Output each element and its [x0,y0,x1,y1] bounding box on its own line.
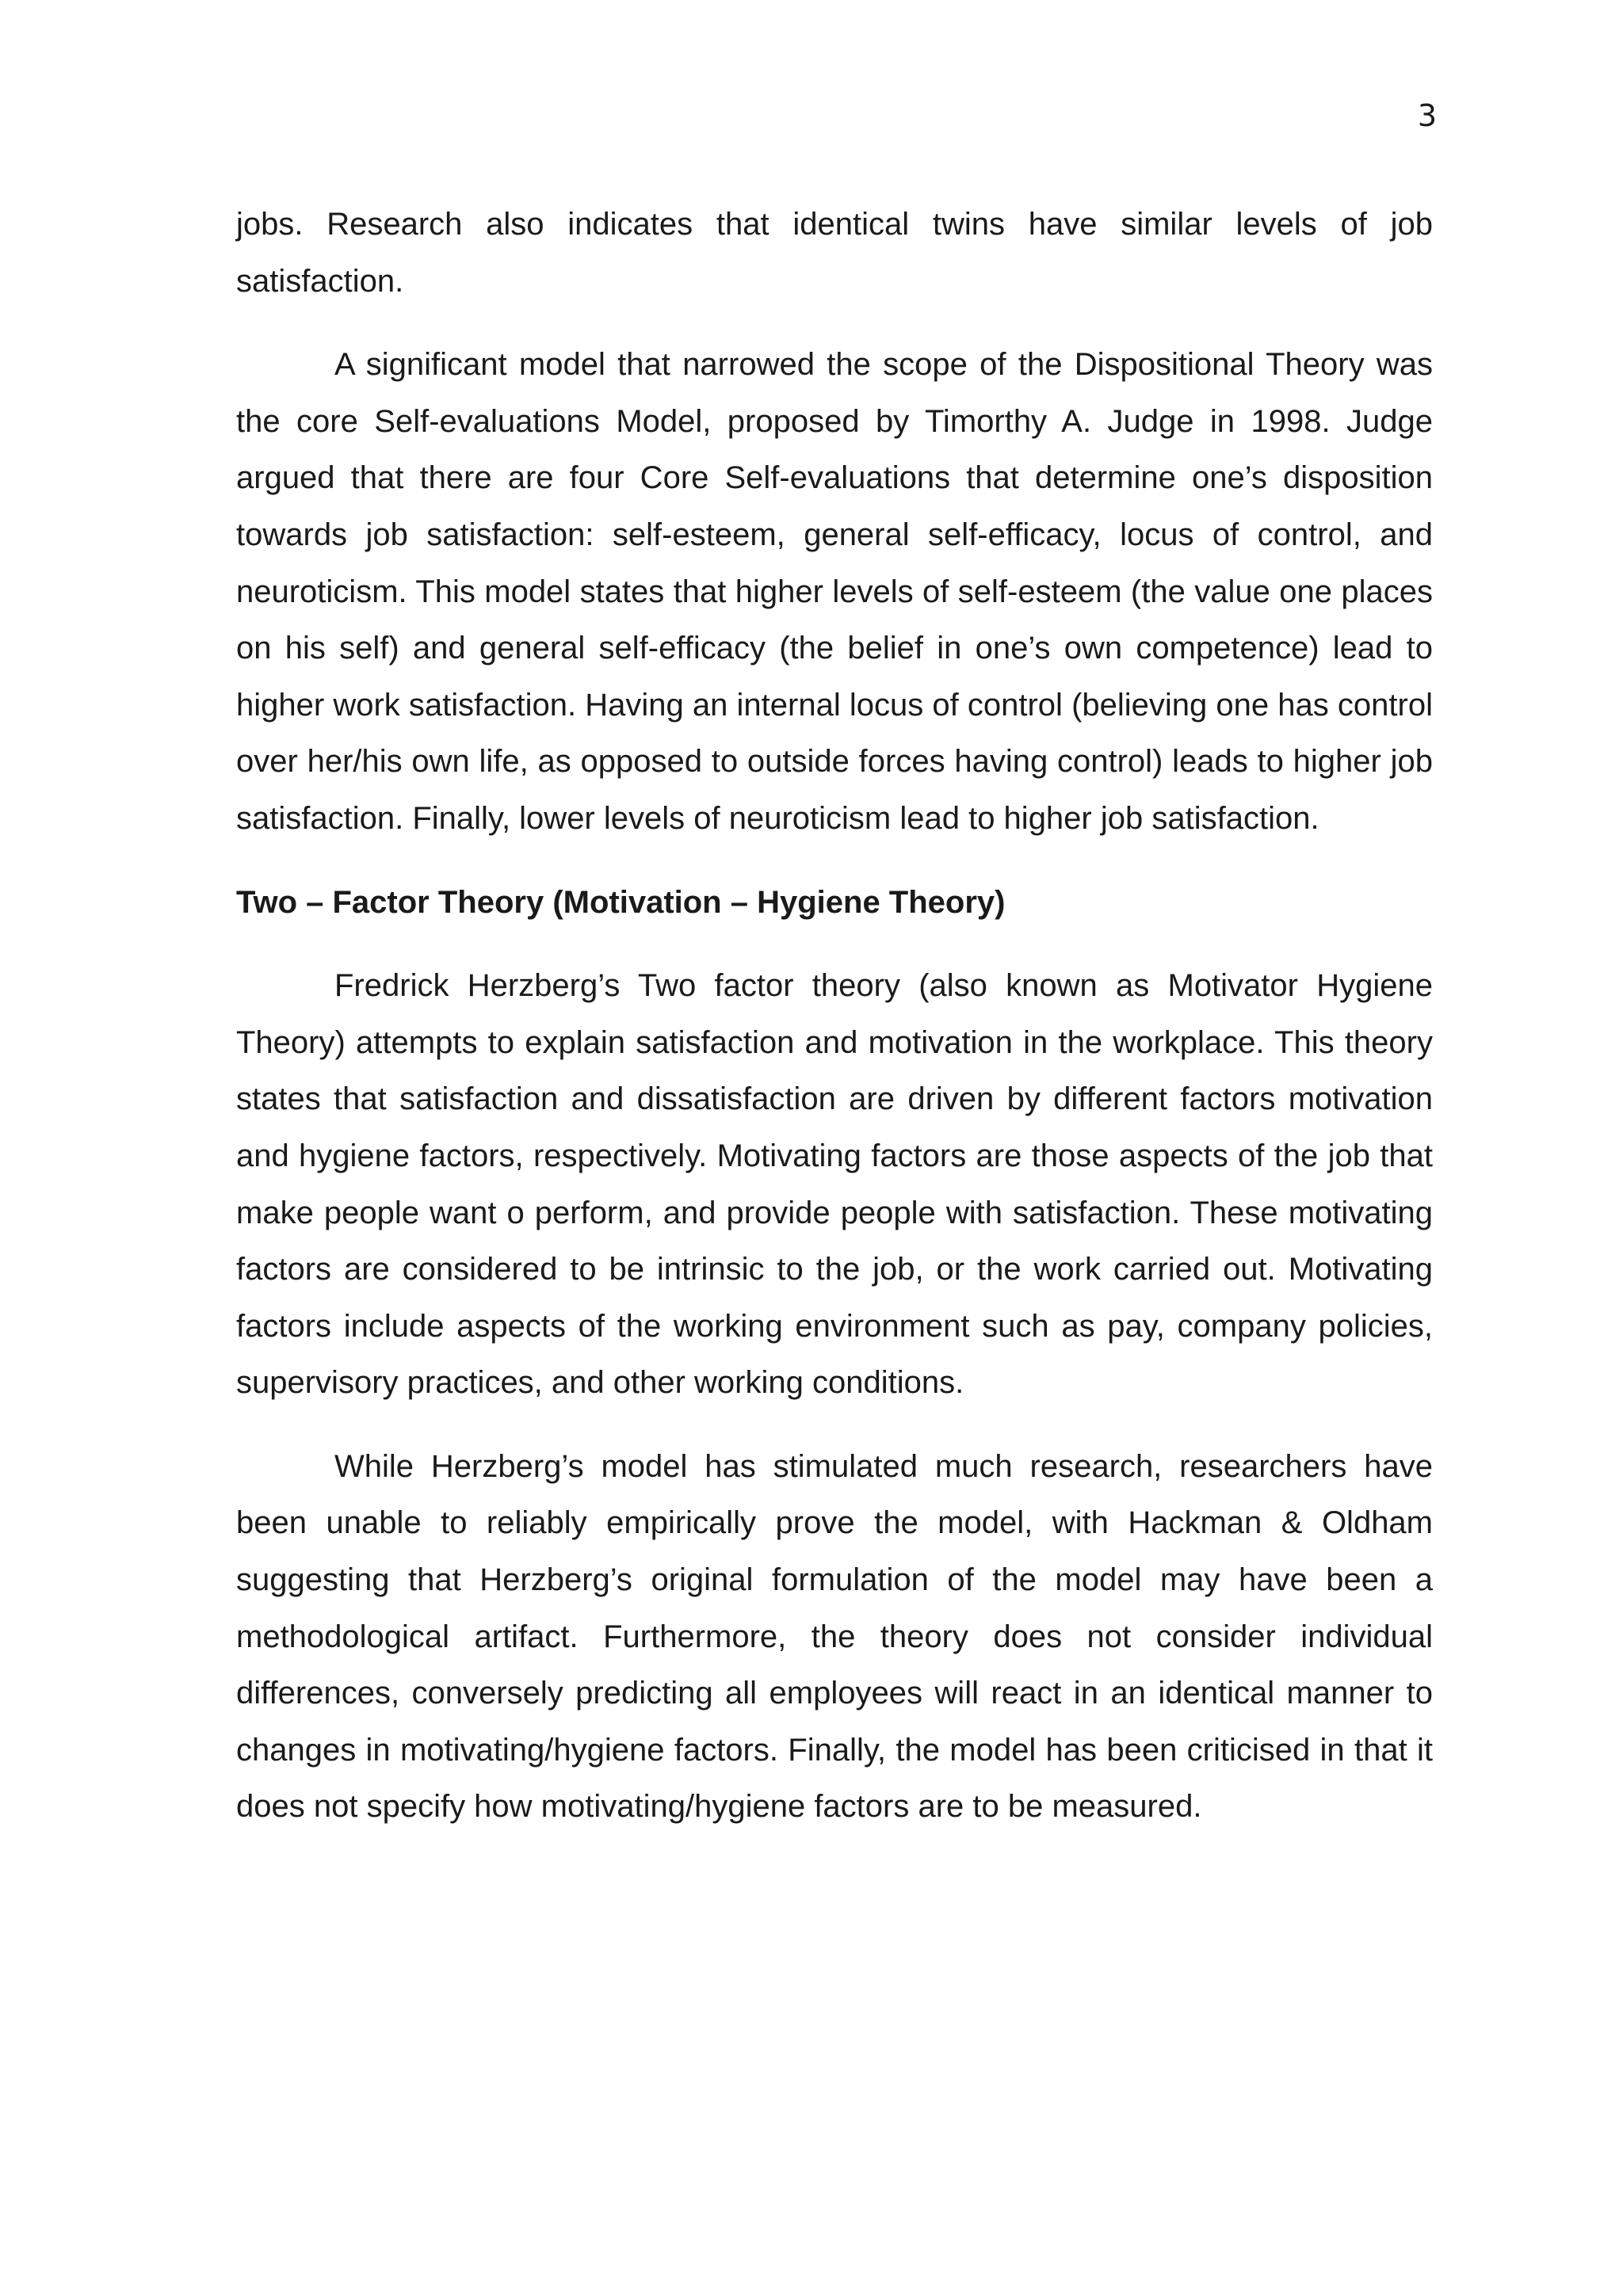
paragraph-continuation: jobs. Research also indicates that identical twins have similar levels of job satisfaction. [236,207,1433,299]
body-text [236,196,1433,1863]
section-heading: Two – Factor Theory (Motivation – Hygiene Theory) [236,884,1006,920]
paragraph-core-self-evaluations: A significant model that narrowed the scope of the Dispositional Theory was the core Self-evaluations Model, proposed by Timorthy A. Judge in 1998. Judge argued that there are four Core Self-evaluations that determine one’s disposition towards job satisfaction: self-esteem, general self-efficacy, locus of control, and neuroticism. This model states that higher levels of self-esteem (the value one places on his self) and general self-efficacy (the belief in one’s own competence) lead to higher work satisfaction. Having an internal locus of control (believing one has control over her/his own life, as opposed to outside forces having control) leads to higher job satisfaction. Finally, lower levels of neuroticism lead to higher job satisfaction. [236,347,1433,836]
page-number: 3 [1417,98,1437,133]
paragraph-herzberg-criticism: While Herzberg’s model has stimulated much research, researchers have been unable to reliably empirically prove the model, with Hackman & Oldham suggesting that Herzberg’s original formulation of the model may have been a methodological artifact. Furthermore, the theory does not consider individual differences, conversely predicting all employees will react in an identical manner to changes in motivating/hygiene factors. Finally, the model has been criticised in that it does not specify how motivating/hygiene factors are to be measured. [236,1448,1433,1825]
paragraph-herzberg-theory: Fredrick Herzberg’s Two factor theory (also known as Motivator Hygiene Theory) attempts to explain satisfaction and motivation in the workplace. This theory states that satisfaction and dissatisfaction are driven by different factors motivation and hygiene factors, respectively. Motivating factors are those aspects of the job that make people want o perform, and provide people with satisfaction. These motivating factors are considered to be intrinsic to the job, or the work carried out. Motivating factors include aspects of the working environment such as pay, company policies, supervisory practices, and other working conditions. [236,968,1433,1401]
